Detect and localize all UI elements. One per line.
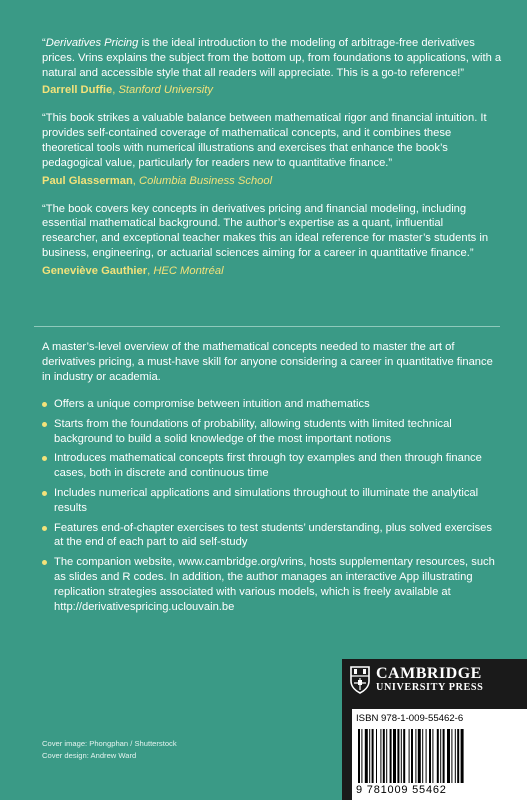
isbn-label: ISBN 978-1-009-55462-6 xyxy=(356,713,464,724)
bullet-icon xyxy=(42,526,47,531)
cambridge-shield-icon xyxy=(350,666,370,694)
endorsement-text: “Derivatives Pricing is the ideal introduction to the modeling of arbitrage-free derivatives prices. Vrins explains the subject from the bottom up, from foundations to applications, with a natural and accessible style that all readers will appreciate. This is a go-to reference!” xyxy=(42,37,502,79)
quote-body: This book strikes a valuable balance between mathematical rigor and financial intuition. It provides self-contained coverage of mathematical concepts, and it combines these theoretical tools with numerical illustrations and exercises that enhance the book’s pedagogical value, particularly for readers new to quantitative finance.” xyxy=(42,112,487,169)
barcode-panel xyxy=(352,709,527,800)
book-summary: A master’s-level overview of the mathematical concepts needed to master the art of derivatives pricing, a must-have skill for anyone considering a career in quantitative finance in industry or academia. xyxy=(42,341,493,383)
list-item-text: Features end-of-chapter exercises to test students’ understanding, plus solved exercises at the end of each part to aid self-study xyxy=(54,521,492,549)
publisher-name-line2: UNIVERSITY PRESS xyxy=(376,682,484,693)
quote-body: is the ideal introduction to the modeling of arbitrage-free derivatives prices. Vrins explains the subject from the bottom up, from foundations to applications, with a natural and accessible style that all readers will appreciate. This is a go-to reference!” xyxy=(42,37,502,79)
endorsements xyxy=(42,36,502,292)
endorser: Paul Glasserman, Columbia Business School xyxy=(42,174,273,187)
list-item xyxy=(42,417,502,447)
endorser: Darrell Duffie, Stanford University xyxy=(42,84,213,97)
list-item-text: Offers a unique compromise between intuition and mathematics xyxy=(54,398,370,410)
list-item xyxy=(42,555,502,614)
list-item-text: Starts from the foundations of probability, allowing students with limited technical background to build a solid knowledge of the most important notions xyxy=(54,417,452,445)
endorser-affiliation: Stanford University xyxy=(118,84,213,97)
endorser: Geneviève Gauthier, HEC Montréal xyxy=(42,264,224,277)
bullet-icon xyxy=(42,456,47,461)
list-item-text: Introduces mathematical concepts first through toy examples and then through finance cases, both in discrete and continuous time xyxy=(54,452,482,480)
publisher-panel xyxy=(342,659,527,800)
list-item xyxy=(42,397,502,412)
bullet-icon xyxy=(42,491,47,496)
endorser-name: Paul Glasserman xyxy=(42,174,133,187)
barcode-icon xyxy=(356,729,521,783)
endorsement-text: “The book covers key concepts in derivatives pricing and financial modeling, including essential mathematical background. The author’s expertise as a quant, influential researcher, and exceptional teacher makes this an ideal reference for master’s students in business, engineering, or actuarial sciences aiming for a career in quantitative finance.” xyxy=(42,202,489,259)
endorser-affiliation: HEC Montréal xyxy=(153,264,224,277)
list-item xyxy=(42,486,502,516)
bullet-icon xyxy=(42,560,47,565)
feature-list xyxy=(42,397,502,619)
book-title-emphasis: Derivatives Pricing xyxy=(45,37,139,49)
endorsement-3 xyxy=(42,202,502,277)
endorser-name: Geneviève Gauthier xyxy=(42,264,148,277)
list-item-text: Includes numerical applications and simulations throughout to illuminate the analytical results xyxy=(54,486,479,514)
endorsement-1 xyxy=(42,36,502,96)
endorser-affiliation: Columbia Business School xyxy=(139,174,273,187)
list-item xyxy=(42,521,502,551)
list-item-text: The companion website, www.cambridge.org/vrins, hosts supplementary resources, such as slides and R codes. In addition, the author manages an interactive App illustrating replication strategies associated with various models, which is freely available at http://derivativespricing.uclouvain.be xyxy=(54,556,495,613)
bullet-icon xyxy=(42,402,47,407)
endorsement-2 xyxy=(42,111,502,186)
publisher-name xyxy=(376,665,483,694)
quote-body: The book covers key concepts in derivatives pricing and financial modeling, including essential mathematical background. The author’s expertise as a quant, influential researcher, and exceptional teacher makes this an ideal reference for master’s students in business, engineering, or actuarial sciences aiming for a career in quantitative finance.” xyxy=(42,202,489,259)
publisher-name-line1: CAMBRIDGE xyxy=(376,665,482,682)
publisher-logo xyxy=(350,665,483,694)
list-item xyxy=(42,451,502,481)
section-divider xyxy=(34,326,500,327)
cover-design-credit: Cover design: Andrew Ward xyxy=(42,751,137,760)
endorsement-text: “This book strikes a valuable balance between mathematical rigor and financial intuition. It provides self-contained coverage of mathematical concepts, and it combines these theoretical tools with numerical illustrations and exercises that enhance the book’s pedagogical value, particularly for readers new to quantitative finance.” xyxy=(42,112,487,169)
barcode-number: 9 781009 55462 xyxy=(356,784,447,796)
endorser-name: Darrell Duffie xyxy=(42,84,113,97)
cover-credits xyxy=(42,738,177,762)
bullet-icon xyxy=(42,422,47,427)
cover-image-credit: Cover image: Phongphan / Shutterstock xyxy=(42,739,177,748)
